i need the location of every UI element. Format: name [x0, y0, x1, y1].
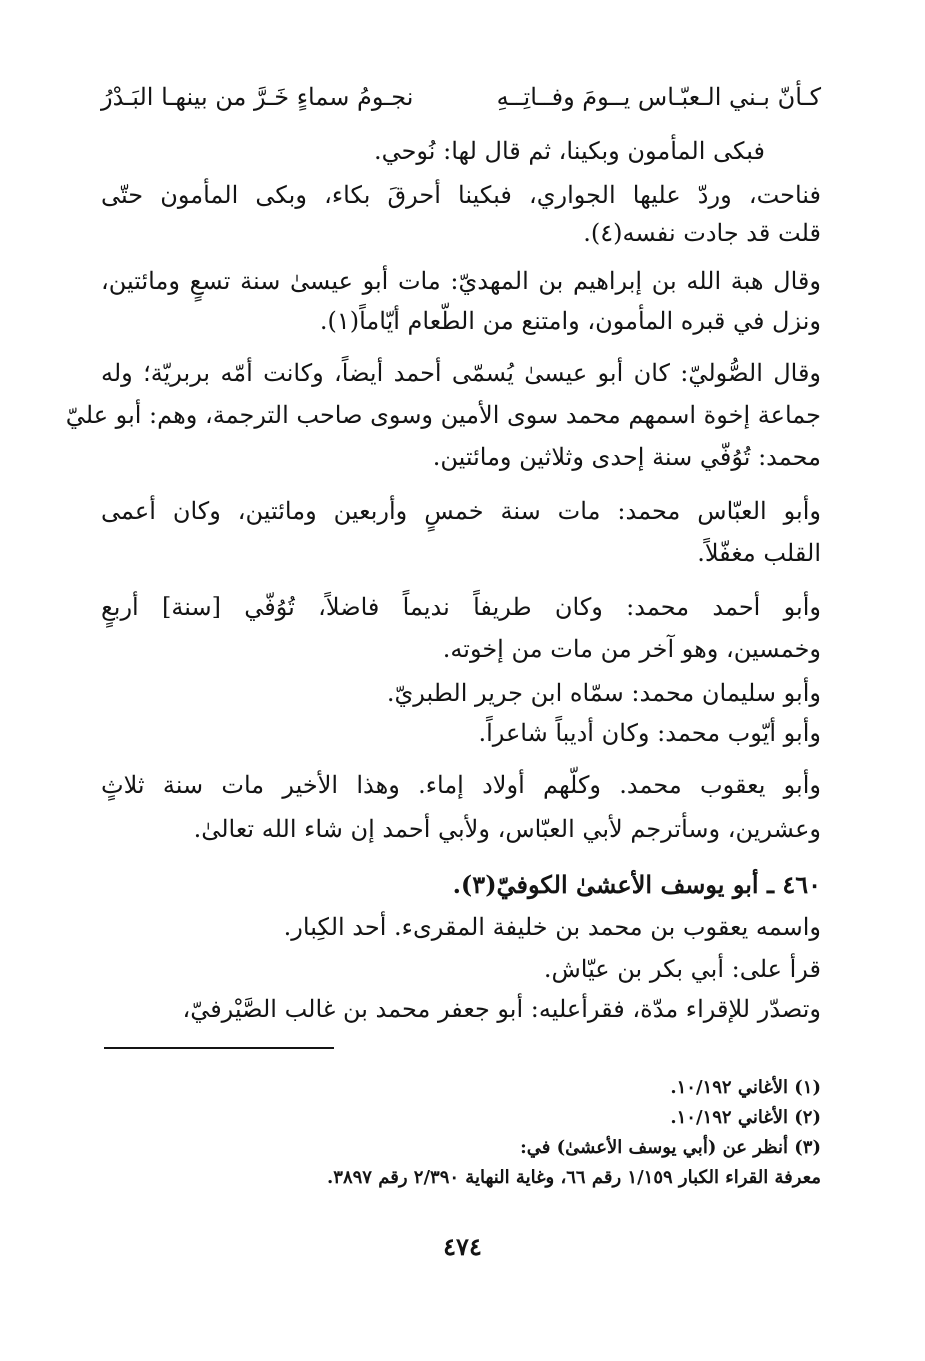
text-line: وأبو أحمد محمد: وكان طريفاً نديماً فاضلاً، تُوُفّي [سنة] أربعٍ — [101, 593, 821, 621]
text-line: وقال هبة الله بن إبراهيم بن المهديّ: مات أبو عيسىٰ سنة تسعٍ ومائتين، — [101, 267, 821, 295]
text-line: وقال الصُّوليّ: كان أبو عيسىٰ يُسمّى أحمد أيضاً، وكانت أمّه بربريّة؛ وله — [101, 359, 822, 387]
text-line: فناحت، وردّ عليها الجواري، فبكينا أحرقَ بكاء، وبكى المأمون حتّى — [101, 181, 821, 209]
text-line: قرأ على: أبي بكر بن عيّاش. — [543, 955, 821, 983]
text-line: وعشرين، وسأترجم لأبي العبّاس، ولأبي أحمد إن شاء الله تعالىٰ. — [193, 815, 821, 843]
text-line: القلب مغفّلاً. — [697, 539, 821, 567]
verse-first-hemistich: كـأنّ بـني الـعبّـاس يــومَ وفــاتِــهِ — [496, 83, 821, 111]
text-line: وأبو يعقوب محمد. وكلّهم أولاد إماء. وهذا الأخير مات سنة ثلاثٍ — [101, 771, 821, 799]
text-line: واسمه يعقوب بن محمد بن خليفة المقرىء. أحد الكِبار. — [283, 913, 821, 941]
text-line: ونزل في قبره المأمون، وامتنع من الطّعام أيّاماً(١). — [319, 307, 821, 335]
text-line: فبكى المأمون وبكينا، ثم قال لها: نُوحي. — [373, 137, 765, 165]
footnote: (١) الأغاني ١٠/١٩٢. — [670, 1077, 821, 1098]
footnote-separator — [104, 1047, 334, 1049]
entry-heading: ٤٦٠ ـ أبو يوسف الأعشىٰ الكوفيّ(٣). — [452, 870, 821, 899]
verse-second-hemistich: نجـومُ سماءٍ خَـرَّ من بينهـا البَـدْرُ — [101, 83, 414, 111]
text-line: قلت قد جادت نفسه(٤). — [583, 219, 821, 247]
text-line: محمد: تُوُفّي سنة إحدى وثلاثين ومائتين. — [432, 443, 821, 471]
text-line: وخمسين، وهو آخر من مات من إخوته. — [442, 635, 821, 663]
footnote: (٢) الأغاني ١٠/١٩٢. — [670, 1107, 821, 1128]
text-line: وأبو أيّوب محمد: وكان أديباً شاعراً. — [478, 719, 821, 747]
text-line: وأبو العبّاس محمد: مات سنة خمسٍ وأربعين ومائتين، وكان أعمى — [101, 497, 821, 525]
page-number: ٤٧٤ — [443, 1232, 482, 1261]
text-line: جماعة إخوة اسمهم محمد سوى الأمين وسوى صاحب الترجمة، وهم: أبو عليّ — [65, 401, 821, 429]
footnote: معرفة القراء الكبار ١/١٥٩ رقم ٦٦، وغاية النهاية ٢/٣٩٠ رقم ٣٨٩٧. — [327, 1167, 821, 1188]
text-line: وأبو سليمان محمد: سمّاه ابن جرير الطبريّ. — [386, 679, 821, 707]
footnote: (٣) أنظر عن (أبي يوسف الأعشىٰ) في: — [520, 1137, 821, 1158]
text-line: وتصدّر للإقراء مدّة، فقرأعليه: أبو جعفر محمد بن غالب الصَّيْرفيّ، — [182, 995, 821, 1023]
poem-verse — [101, 80, 821, 114]
